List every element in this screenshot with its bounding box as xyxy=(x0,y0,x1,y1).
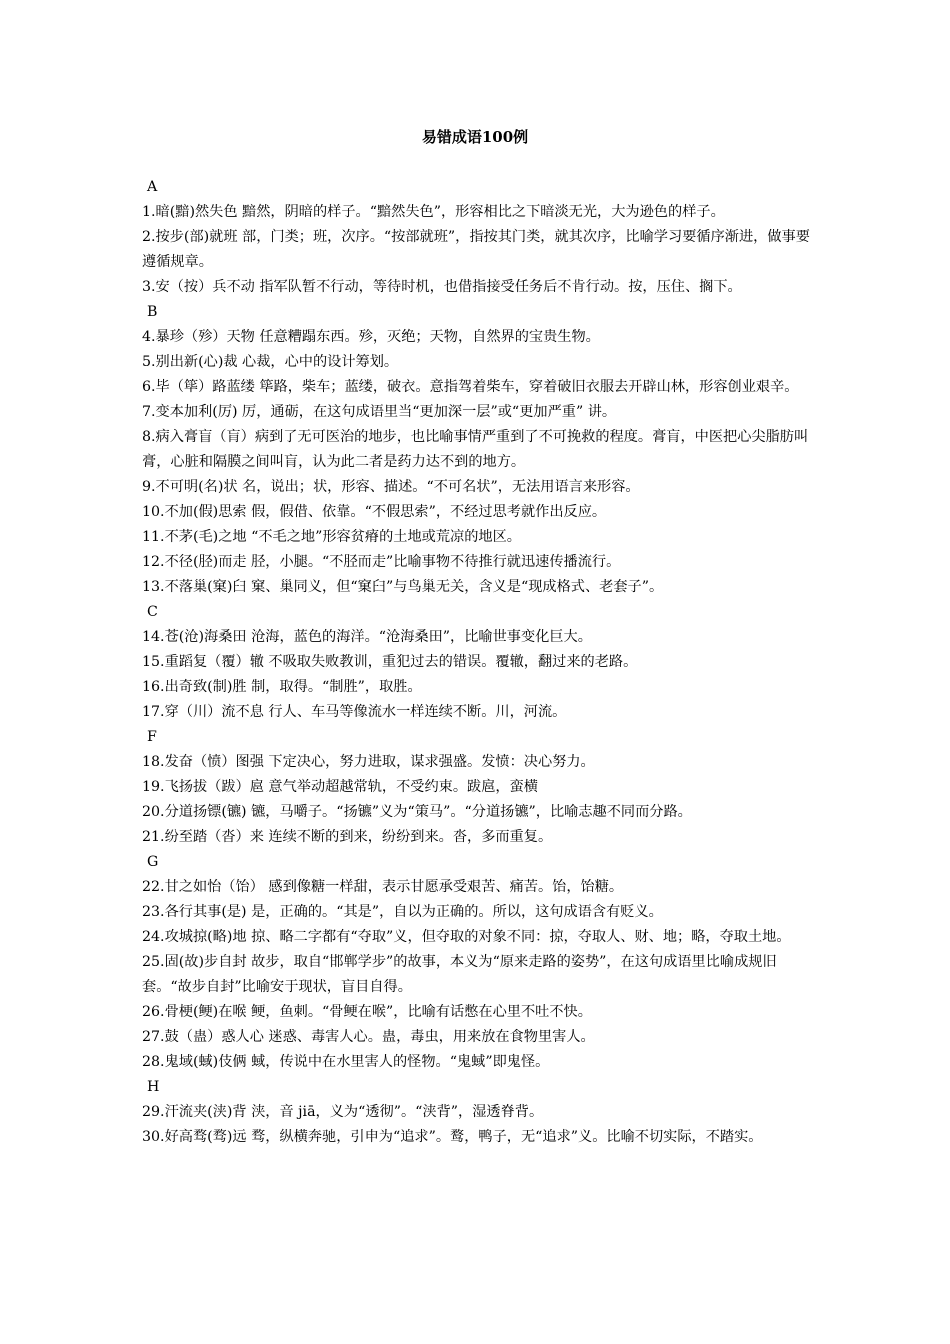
section-letter: H xyxy=(147,1079,160,1095)
idiom-entry: 5.别出新(心)裁 心裁，心中的设计筹划。 xyxy=(142,354,399,370)
idiom-entry: 1.暗(黯)然失色 黯然，阴暗的样子。“黯然失色”，形容相比之下暗淡无光，大为逊色的样子。 xyxy=(142,204,725,220)
idiom-entry: 8.病入膏盲（肓）病到了无可医治的地步，也比喻事情严重到了不可挽救的程度。膏肓，中医把心尖脂肪叫膏，心脏和隔膜之间叫肓，认为此二者是药力达不到的地方。 xyxy=(142,429,809,470)
section-letter: B xyxy=(147,304,158,320)
idiom-entry: 23.各行其事(是) 是，正确的。“其是”，自以为正确的。所以，这句成语含有贬义。 xyxy=(142,904,663,920)
letter-section xyxy=(142,850,817,1075)
idiom-entry: 22.甘之如怡（饴） 感到像糖一样甜，表示甘愿承受艰苦、痛苦。饴，饴糖。 xyxy=(142,879,624,895)
letter-section xyxy=(142,300,817,600)
idiom-entry: 20.分道扬镖(镳) 镳，马嚼子。“扬镳”义为“策马”。“分道扬镳”，比喻志趣不同而分路。 xyxy=(142,804,692,820)
section-letter: F xyxy=(147,729,157,745)
idiom-entry: 17.穿（川）流不息 行人、车马等像流水一样连续不断。川，河流。 xyxy=(142,704,567,720)
idiom-entry: 24.攻城掠(略)地 掠、略二字都有“夺取”义，但夺取的对象不同：掠，夺取人、财、地；略，夺取土地。 xyxy=(142,929,791,945)
idiom-entry: 29.汗流夹(浃)背 浃，音 jiā，义为“透彻”。“浃背”，湿透脊背。 xyxy=(142,1104,544,1120)
idiom-entry: 21.纷至踏（沓）来 连续不断的到来，纷纷到来。沓，多而重复。 xyxy=(142,829,553,845)
section-letter: A xyxy=(147,179,158,195)
idiom-entry: 25.固(故)步自封 故步，取自“邯郸学步”的故事，本义为“原来走路的姿势”，在这句成语里比喻成规旧套。“故步自封”比喻安于现状，盲目自得。 xyxy=(142,954,777,995)
idiom-entry: 30.好高骛(骛)远 骛，纵横奔驰，引申为“追求”。鹜，鸭子，无“追求”义。比喻不切实际，不踏实。 xyxy=(142,1129,763,1145)
idiom-entry: 12.不径(胫)而走 胫，小腿。“不胫而走”比喻事物不待推行就迅速传播流行。 xyxy=(142,554,621,570)
section-letter: C xyxy=(147,604,158,620)
section-letter: G xyxy=(147,854,159,870)
idiom-entry: 11.不茅(毛)之地 “不毛之地”形容贫瘠的土地或荒凉的地区。 xyxy=(142,529,521,545)
letter-section xyxy=(142,725,817,850)
idiom-entry: 4.暴珍（殄）天物 任意糟蹋东西。殄，灭绝；天物，自然界的宝贵生物。 xyxy=(142,329,600,345)
idiom-list xyxy=(142,175,817,1150)
idiom-entry: 16.出奇致(制)胜 制，取得。“制胜”，取胜。 xyxy=(142,679,422,695)
idiom-entry: 14.苍(沧)海桑田 沧海，蓝色的海洋。“沧海桑田”，比喻世事变化巨大。 xyxy=(142,629,592,645)
idiom-entry: 7.变本加利(厉) 厉，通砺，在这句成语里当“更加深一层”或“更加严重” 讲。 xyxy=(142,404,617,420)
idiom-entry: 15.重蹈复（覆）辙 不吸取失败教训，重犯过去的错误。覆辙，翻过来的老路。 xyxy=(142,654,638,670)
idiom-entry: 10.不加(假)思索 假，假借、依靠。“不假思索”，不经过思考就作出反应。 xyxy=(142,504,607,520)
letter-section xyxy=(142,600,817,725)
idiom-entry: 13.不落巢(窠)臼 窠、巢同义，但“窠臼”与鸟巢无关，含义是“现成格式、老套子”。 xyxy=(142,579,664,595)
idiom-entry: 3.安（按）兵不动 指军队暂不行动，等待时机，也借指接受任务后不肯行动。按，压住、搁下。 xyxy=(142,279,742,295)
letter-section xyxy=(142,175,817,300)
letter-section xyxy=(142,1075,817,1150)
idiom-entry: 6.毕（筚）路蓝缕 筚路，柴车；蓝缕，破衣。意指驾着柴车，穿着破旧衣服去开辟山林，形容创业艰辛。 xyxy=(142,379,799,395)
idiom-entry: 27.鼓（蛊）惑人心 迷惑、毒害人心。蛊，毒虫，用来放在食物里害人。 xyxy=(142,1029,595,1045)
idiom-entry: 9.不可明(名)状 名，说出；状，形容、描述。“不可名状”，无法用语言来形容。 xyxy=(142,479,640,495)
idiom-entry: 19.飞扬拔（跋）扈 意气举动超越常轨，不受约束。跋扈，蛮横 xyxy=(142,779,538,795)
idiom-entry: 2.按步(部)就班 部，门类；班，次序。“按部就班”，指按其门类，就其次序，比喻学习要循序渐进，做事要遵循规章。 xyxy=(142,229,810,270)
document-title: 易错成语100例 xyxy=(421,128,529,146)
idiom-entry: 26.骨梗(鲠)在喉 鲠，鱼刺。“骨鲠在喉”，比喻有话憋在心里不吐不快。 xyxy=(142,1004,592,1020)
idiom-entry: 18.发奋（愤）图强 下定决心，努力进取，谋求强盛。发愤：决心努力。 xyxy=(142,754,595,770)
idiom-entry: 28.鬼域(蜮)伎俩 蜮，传说中在水里害人的怪物。“鬼蜮”即鬼怪。 xyxy=(142,1054,550,1070)
